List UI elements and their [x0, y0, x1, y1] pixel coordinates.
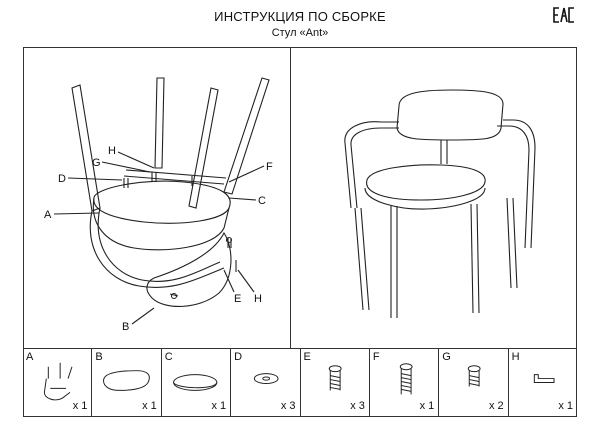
callout-d: D — [58, 173, 66, 185]
part-letter: G — [442, 351, 451, 363]
part-a — [23, 349, 92, 417]
part-letter: H — [511, 351, 520, 363]
part-d — [231, 349, 300, 417]
callout-c: C — [258, 195, 266, 207]
part-b — [92, 349, 161, 417]
callout-a: A — [44, 209, 52, 221]
callout-g: G — [92, 157, 101, 169]
part-letter: B — [95, 351, 103, 363]
callout-b: B — [122, 321, 130, 333]
part-g — [439, 349, 508, 417]
part-e — [301, 349, 370, 417]
parts-list — [23, 348, 577, 417]
part-quantity: x 1 — [419, 400, 435, 412]
part-letter: A — [26, 351, 34, 363]
product-name: Стул «Ant» — [271, 27, 329, 39]
assembly-diagram — [24, 48, 290, 348]
part-letter: E — [303, 351, 311, 363]
assembled-chair-illustration — [291, 48, 576, 348]
eac-certification-mark — [553, 6, 575, 24]
part-quantity: x 3 — [350, 400, 365, 412]
part-letter: C — [164, 351, 173, 363]
part-f — [370, 349, 439, 417]
part-quantity: x 1 — [72, 400, 88, 412]
callout-f: F — [266, 161, 273, 173]
part-quantity: x 1 — [558, 400, 573, 412]
part-h — [509, 349, 577, 417]
callout-h-top: H — [108, 145, 116, 157]
page-title: ИНСТРУКЦИЯ ПО СБОРКЕ — [214, 9, 386, 24]
part-c — [162, 349, 231, 417]
part-quantity: x 2 — [488, 400, 504, 412]
callout-e: E — [234, 293, 242, 305]
part-quantity: x 1 — [211, 400, 227, 412]
part-quantity: x 1 — [142, 400, 157, 412]
part-letter: F — [372, 351, 380, 363]
part-quantity: x 3 — [280, 400, 296, 412]
callout-h-side: H — [254, 293, 262, 305]
part-letter: D — [234, 351, 243, 363]
